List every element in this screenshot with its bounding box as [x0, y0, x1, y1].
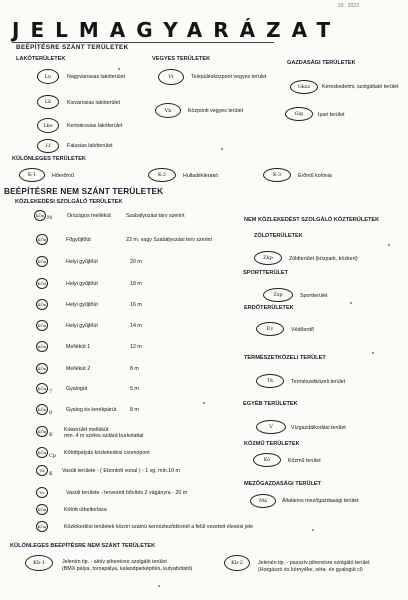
legend-label: Mellékút 2	[66, 366, 91, 372]
legend-symbol-k1: K-1	[19, 168, 45, 182]
legend-label: Közlekedési területek közön számú kereszteződésnél a felül vezetett élesési jele	[64, 524, 254, 530]
kulonleges-heading: KÜLÖNLEGES TERÜLETEK	[12, 156, 86, 162]
legend-label-gip: Ipari terület	[318, 112, 345, 118]
scan-speck	[350, 302, 352, 304]
legend-symbol-lf: Lf	[37, 139, 59, 153]
termeszet-heading: TERMÉSZETKÖZELI TERÜLET	[244, 355, 326, 361]
kozmu-heading: KÖZMŰ TERÜLETEK	[244, 441, 300, 447]
legend-label-vt: Településközpont vegyes terület	[191, 74, 267, 80]
legend-symbol: KÖu	[36, 341, 48, 352]
scan-speck	[388, 244, 390, 246]
legend-label-ko: Közmű terület	[288, 458, 321, 464]
legend-label: Helyi gyűjtőút	[66, 323, 98, 329]
legend-symbol-lke: Lke	[37, 118, 59, 133]
page-title: JELMAGYARÁZAT	[12, 18, 342, 42]
gazdasagi-heading: GAZDASÁGI TERÜLETEK	[287, 60, 356, 66]
scan-speck	[118, 68, 120, 70]
legend-label: Kötöttpályás közlekedési csomópont	[64, 450, 150, 456]
scan-speck	[221, 148, 223, 150]
section-heading-nem-szant: BEÉPÍTÉSRE NEM SZÁNT TERÜLETEK	[4, 187, 164, 196]
legend-label-ma: Általános mezőgazdasági terület	[282, 498, 359, 504]
legend-symbol: Vk	[36, 465, 48, 476]
legend-label-lke: Kertvárosias lakóterület	[67, 123, 123, 129]
legend-symbol-ln: Ln	[37, 69, 59, 84]
legend-label: Országos mellékút	[67, 213, 111, 219]
legend-value: 20 m	[130, 259, 142, 265]
legend-value: 14 m	[130, 323, 142, 329]
legend-subscript: Cp	[49, 453, 57, 459]
nem-kozlekedesi-heading: NEM KÖZLEKEDÉST SZOLGÁLÓ KÖZTERÜLETEK	[244, 217, 380, 223]
legend-symbol: KÖu	[36, 320, 48, 331]
legend-label: Vasúti területe - ( Ebontott vonal ) - 1 vg. min.10 m	[62, 468, 180, 474]
legend-symbol-kb2: Kb-2	[224, 555, 250, 571]
legend-symbol-gksz: Gksz	[290, 80, 318, 94]
legend-symbol: KÖu	[36, 426, 48, 437]
legend-subscript: 8	[49, 410, 53, 416]
legend-symbol-zkp: Zkp	[254, 251, 282, 265]
erdo-heading: ERDŐTERÜLETEK	[244, 305, 294, 311]
vegyes-heading: VEGYES TERÜLETEK	[152, 56, 211, 62]
legend-label: Gyalog és kerékpárút	[66, 407, 117, 413]
legend-label-zsp: Sportterület	[300, 293, 328, 299]
legend-value: 12 m	[130, 344, 142, 350]
sport-heading: SPORTTERÜLET	[243, 270, 289, 276]
mezogazdasagi-heading: MEZŐGAZDASÁGI TERÜLET	[244, 481, 322, 487]
legend-subscript: M	[47, 215, 53, 221]
legend-symbol-vt: Vt	[158, 69, 184, 85]
legend-label-v: Vízgazdálkodási terület	[291, 425, 346, 431]
legend-symbol: Vs	[36, 487, 48, 498]
zold-heading: ZÖLDTERÜLETEK	[254, 233, 303, 239]
legend-symbol: KÖu	[36, 504, 48, 515]
legend-label: Kiskerület mellékút	[64, 427, 109, 433]
scan-speck	[158, 585, 160, 587]
legend-symbol: KÖu	[36, 278, 48, 289]
lakoteruletek-heading: LAKÓTERÜLETEK	[16, 56, 66, 62]
legend-label-k2: Hulladéklerakó	[183, 173, 219, 179]
legend-symbol-ko: Kö	[253, 453, 281, 467]
scan-speck	[203, 402, 205, 404]
legend-value: Szabályozási tárv szerint	[126, 213, 185, 219]
legend-symbol-v: V	[256, 420, 286, 434]
legend-subscript: K	[49, 471, 53, 477]
legend-symbol-vk: Vk	[155, 103, 181, 118]
legend-value: 18 m	[130, 281, 142, 287]
legend-symbol: KÖu	[34, 210, 46, 221]
egyeb-heading: EGYÉB TERÜLETEK	[243, 401, 298, 407]
legend-symbol-k2: K-2	[148, 168, 176, 182]
legend-label-tk: Természetközeli terület	[291, 379, 346, 385]
legend-symbol-ma: Má	[250, 494, 276, 508]
legend-symbol-tk: Tk	[256, 374, 284, 388]
title-underline	[12, 42, 274, 43]
legend-label: Gyalogút	[66, 386, 88, 392]
legend-label-lf: Falusias lakóterület	[67, 143, 113, 149]
legend-symbol-zsp: Zsp	[263, 288, 293, 302]
legend-value: min. 4 m széles szilárd burkolattal	[64, 433, 144, 439]
legend-label-zkp: Zöldterület (közpark, közkert)	[289, 256, 358, 262]
legend-label-vk: Központi vegyes terület	[188, 108, 244, 114]
kulonleges-nem-szant-heading: KÜLÖNLEGES BEÉPÍTÉSRE NEM SZÁNT TERÜLETEK	[10, 543, 156, 549]
legend-value: 8 m	[130, 366, 139, 372]
legend-label-kb1-line2: (BMX pálya, tornapálya, kalandparképítés, kutyafuttató)	[62, 566, 193, 572]
legend-symbol: KÖu	[36, 299, 48, 310]
legend-label-k1: Hőerőmű	[52, 173, 74, 179]
legend-symbol-kb1: Kb-1	[25, 555, 53, 571]
legend-label: Vasúti területe - tervezett bővítés 2 vágányra - 20 m	[66, 490, 188, 496]
legend-label-gksz: Kereskedelmi, szolgáltató terület	[322, 84, 399, 90]
legend-label: Helyi gyűjtőút	[66, 259, 98, 265]
legend-symbol-lk: Lk	[37, 95, 59, 109]
legend-label-ln: Nagyvárosias lakóterület	[67, 74, 125, 80]
legend-label-kb1-line1: Jelenén tip. - aktív pihenésre szolgáló terület	[62, 559, 167, 565]
legend-subscript: 7	[49, 389, 53, 395]
legend-symbol: KÖu	[36, 521, 48, 532]
corner-note: 20 . 2023	[338, 3, 359, 9]
scan-speck	[372, 352, 374, 354]
legend-symbol: KÖu	[36, 383, 48, 394]
legend-label: Kötött útbeltorlása	[64, 507, 107, 513]
legend-symbol-ev: Ev	[256, 322, 284, 336]
legend-label: Mellékút 1	[66, 344, 91, 350]
legend-symbol: KÖu	[36, 363, 48, 374]
legend-value: 5 m	[130, 386, 139, 392]
scan-speck	[312, 529, 314, 531]
legend-symbol-k3: K-3	[263, 168, 291, 182]
legend-symbol: KÖu	[36, 256, 48, 267]
section-heading-beepitesre-szant: BEÉPÍTÉSRE SZÁNT TERÜLETEK	[16, 44, 129, 51]
legend-value: 16 m	[130, 302, 142, 308]
legend-symbol: KÖu	[36, 447, 48, 458]
legend-label-k3: Erőmű kolónia	[298, 173, 332, 179]
legend-label: Helyi gyűjtőút	[66, 302, 98, 308]
legend-symbol: KÖu	[36, 234, 48, 245]
legend-label: Főgyűjtőút	[66, 237, 91, 243]
kozlekedesi-heading: KÖZLEKEDÉSI SZOLGÁLÓ TERÜLETEK	[15, 199, 123, 205]
legend-label-ev: Védőerdő	[291, 327, 314, 333]
legend-symbol: KÖu	[36, 404, 48, 415]
legend-value: 22 m, vagy Szabályozási terv szerint	[126, 237, 212, 243]
legend-symbol-gip: Gip	[285, 107, 313, 121]
legend-label-lk: Kisvárosias lakóterület	[67, 100, 120, 106]
legend-label-kb2-line2: (Horgászó és környéke, séta- és gyalogút cl)	[258, 567, 363, 573]
legend-subscript: K	[49, 432, 53, 438]
legend-label-kb2-line1: Jelenén tip. - passzív pihenésre szolgáló terület	[258, 560, 370, 566]
legend-value: 8 m	[130, 407, 139, 413]
legend-label: Helyi gyűjtőút	[66, 281, 98, 287]
